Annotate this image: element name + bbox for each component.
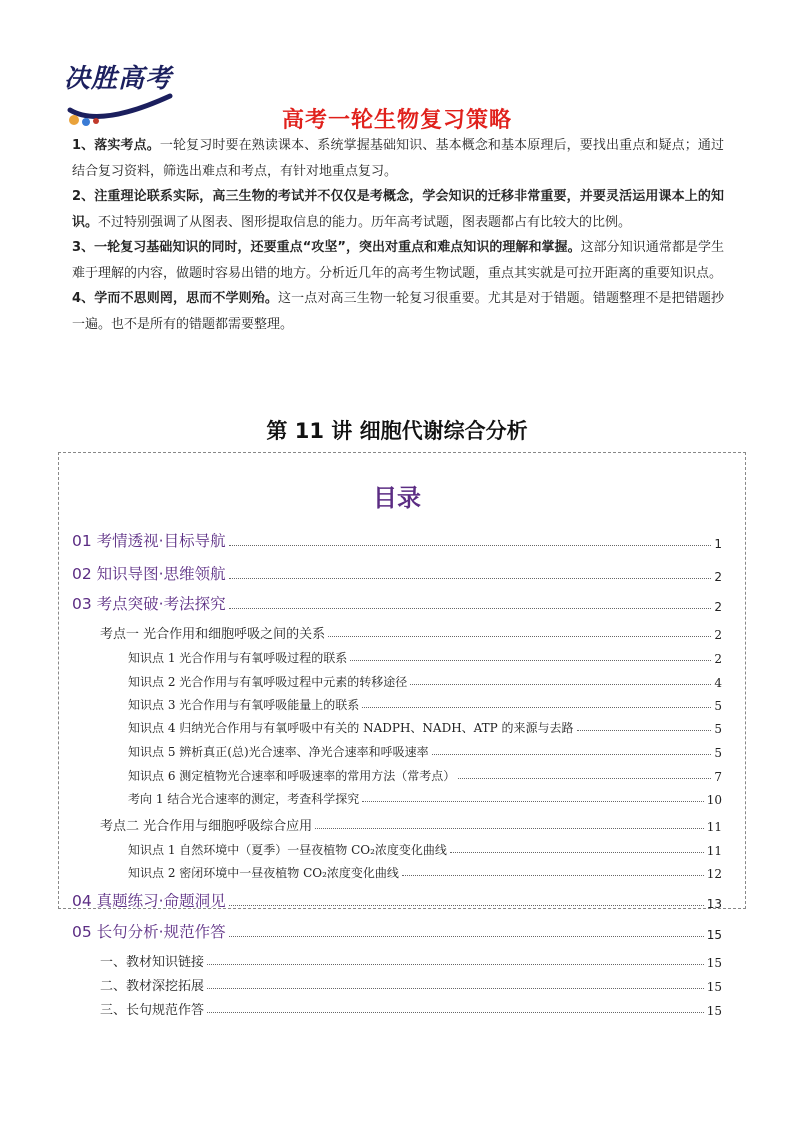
toc-entry-label: 知识点 2 密闭环境中一昼夜植物 CO₂浓度变化曲线 xyxy=(128,866,399,880)
toc-entry-label: 知识点 5 辨析真正(总)光合速率、净光合速率和呼吸速率 xyxy=(128,745,429,759)
toc-leader xyxy=(229,545,712,546)
toc-entry-subsection[interactable] xyxy=(100,999,722,1018)
toc-entry-subsection[interactable] xyxy=(100,951,722,970)
toc-leader xyxy=(350,660,711,661)
toc-entry-point[interactable] xyxy=(128,841,722,858)
toc-entry-point[interactable] xyxy=(128,767,722,784)
toc-page-number: 2 xyxy=(714,600,722,614)
toc-leader xyxy=(315,828,704,829)
toc-page-number: 12 xyxy=(706,867,722,881)
toc-leader xyxy=(577,730,712,731)
toc-page-number: 11 xyxy=(706,820,722,834)
toc-entry-label: 二、教材深挖拓展 xyxy=(100,979,205,994)
toc-leader xyxy=(229,936,704,937)
toc-entry-label: 考点二 光合作用与细胞呼吸综合应用 xyxy=(100,819,313,834)
toc-page-number: 4 xyxy=(714,676,722,690)
toc-entry-direction[interactable] xyxy=(128,790,722,807)
toc-page-number: 15 xyxy=(706,956,722,970)
tip-body: 这部分知识通常都是学生难于理解的内容，做题时容易出错的地方。分析近几年的高考生物试题，重点其实就是可拉开距离的重要知识点。 xyxy=(72,240,724,281)
toc-entry-label: 知识点 3 光合作用与有氧呼吸能量上的联系 xyxy=(128,698,360,712)
toc-entry-label: 知识点 2 光合作用与有氧呼吸过程中元素的转移途径 xyxy=(128,675,408,689)
tip-paragraph xyxy=(72,286,724,337)
toc-leader xyxy=(229,608,712,609)
toc-entry-label: 01 考情透视·目标导航 xyxy=(72,532,226,550)
tip-lead: 3、一轮复习基础知识的同时，还要重点“攻坚”，突出对重点和难点知识的理解和掌握。 xyxy=(72,240,581,255)
toc-entry-label: 考向 1 结合光合速率的测定，考查科学探究 xyxy=(128,792,360,806)
tip-paragraph xyxy=(72,235,724,286)
toc-page-number: 5 xyxy=(714,722,722,736)
toc-leader xyxy=(402,875,704,876)
toc-leader xyxy=(328,636,711,637)
toc-page-number: 7 xyxy=(714,770,722,784)
toc-entry-label: 考点一 光合作用和细胞呼吸之间的关系 xyxy=(100,627,326,642)
tip-body: 不过特别强调了从图表、图形提取信息的能力。历年高考试题，图表题都占有比较大的比例。 xyxy=(98,214,632,230)
toc-leader xyxy=(207,964,704,965)
toc-page-number: 1 xyxy=(714,537,722,551)
toc-entry-point[interactable] xyxy=(128,864,722,881)
toc-page-number: 11 xyxy=(706,844,722,858)
lecture-title: 第 11 讲 细胞代谢综合分析 xyxy=(266,419,528,443)
toc-leader xyxy=(229,905,704,906)
toc-page-number: 5 xyxy=(714,699,722,713)
tip-paragraph xyxy=(72,133,724,184)
toc-leader xyxy=(207,988,704,989)
toc-leader xyxy=(362,707,711,708)
toc-entry-label: 05 长句分析·规范作答 xyxy=(72,923,226,941)
toc-entry-label: 03 考点突破·考法探究 xyxy=(72,595,226,613)
strategy-tips xyxy=(72,133,724,337)
toc-entry-section[interactable] xyxy=(72,920,722,942)
toc-entry-section[interactable] xyxy=(72,562,722,584)
toc-page-number: 15 xyxy=(706,928,722,942)
toc-entry-point[interactable] xyxy=(128,719,722,736)
toc-leader xyxy=(362,801,703,802)
toc-leader xyxy=(207,1012,704,1013)
toc-entry-point[interactable] xyxy=(128,696,722,713)
toc-page-number: 13 xyxy=(706,897,722,911)
toc-entry-label: 知识点 6 测定植物光合速率和呼吸速率的常用方法（常考点） xyxy=(128,769,456,783)
toc-page-number: 10 xyxy=(706,793,722,807)
toc-page-number: 15 xyxy=(706,1004,722,1018)
tip-body: 一轮复习时要在熟读课本、系统掌握基础知识、基本概念和基本原理后，要找出重点和疑点；通过结合复习资料，筛选出难点和考点，有针对地重点复习。 xyxy=(72,138,724,179)
logo-text: 决胜高考 xyxy=(64,64,173,94)
tip-lead: 1、落实考点。 xyxy=(72,138,160,153)
tip-body: 这一点对高三生物一轮复习很重要。尤其是对于错题。错题整理不是把错题抄一遍。也不是所有的错题都需要整理。 xyxy=(72,291,724,332)
page-title: 高考一轮生物复习策略 xyxy=(281,108,512,133)
toc-entry-point[interactable] xyxy=(128,649,722,666)
tip-lead: 4、学而不思则罔，思而不学则殆。 xyxy=(72,291,278,306)
toc-entry-label: 知识点 1 光合作用与有氧呼吸过程的联系 xyxy=(128,651,348,665)
toc-heading: 目录 xyxy=(373,484,421,512)
toc-entry-subsection[interactable] xyxy=(100,975,722,994)
toc-page-number: 15 xyxy=(706,980,722,994)
toc-entry-label: 三、长句规范作答 xyxy=(100,1003,205,1018)
toc-entry-topic[interactable] xyxy=(100,815,722,834)
toc-entry-section[interactable] xyxy=(72,889,722,911)
toc-entry-point[interactable] xyxy=(128,743,722,760)
toc-leader xyxy=(450,852,704,853)
toc-page-number: 2 xyxy=(714,628,722,642)
toc-page-number: 2 xyxy=(714,570,722,584)
toc-leader xyxy=(410,684,711,685)
toc-leader xyxy=(432,754,712,755)
toc-entry-section[interactable] xyxy=(72,529,722,551)
toc-entry-label: 04 真题练习·命题洞见 xyxy=(72,892,226,910)
toc-page-number: 2 xyxy=(714,652,722,666)
toc-leader xyxy=(458,778,711,779)
toc-entry-label: 一、教材知识链接 xyxy=(100,955,205,970)
toc-entry-point[interactable] xyxy=(128,673,722,690)
toc-entry-label: 知识点 4 归纳光合作用与有氧呼吸中有关的 NADPH、NADH、ATP 的来源与去路 xyxy=(128,721,574,735)
toc-leader xyxy=(229,578,712,579)
tip-paragraph xyxy=(72,184,724,235)
toc-page-number: 5 xyxy=(714,746,722,760)
toc-entry-section[interactable] xyxy=(72,592,722,614)
toc-entry-topic[interactable] xyxy=(100,623,722,642)
tip-lead: 2、注重理论联系实际，高三生物的考试并不仅仅是考概念，学会知识的迁移非常重要，并要灵活运用课本上的知识。 xyxy=(72,189,724,230)
toc-entry-label: 02 知识导图·思维领航 xyxy=(72,565,226,583)
toc-entry-label: 知识点 1 自然环境中（夏季）一昼夜植物 CO₂浓度变化曲线 xyxy=(128,843,447,857)
